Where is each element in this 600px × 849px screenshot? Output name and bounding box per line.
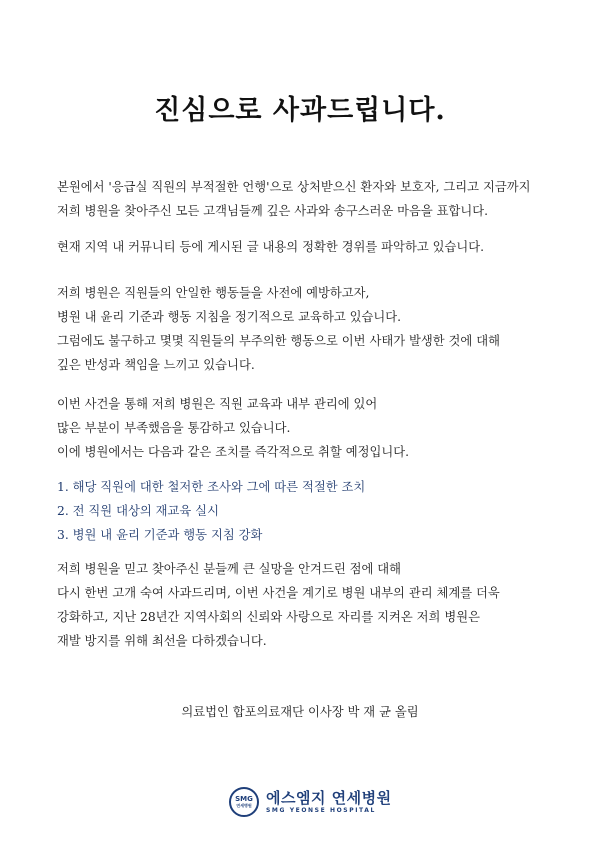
hospital-emblem-icon (229, 787, 259, 817)
text-line: 저희 병원을 찾아주신 모든 고객님들께 깊은 사과와 송구스러운 마음을 표합니다. (57, 204, 489, 218)
text-line: 이에 병원에서는 다음과 같은 조치를 즉각적으로 취할 예정입니다. (57, 445, 409, 459)
logo-wordmark (266, 790, 392, 815)
emblem-top-text: SMG (235, 795, 253, 803)
text-line: 그럼에도 불구하고 몇몇 직원들의 부주의한 행동으로 이번 사태가 발생한 것에 대해 (57, 334, 500, 348)
text-line: 강화하고, 지난 28년간 지역사회의 신뢰와 사랑으로 자리를 지켜온 저희 병원은 (57, 610, 480, 624)
hospital-name-english: SMG YEONSE HOSPITAL (266, 806, 376, 814)
text-line: 현재 지역 내 커뮤니티 등에 게시된 글 내용의 정확한 경위를 파악하고 있습니다. (57, 240, 485, 254)
measure-item: 1. 해당 직원에 대한 철저한 조사와 그에 따른 적절한 조치 (57, 480, 366, 494)
text-line: 저희 병원은 직원들의 안일한 행동들을 사전에 예방하고자, (57, 286, 370, 300)
signature: 의료법인 합포의료재단 이사장 박 재 균 올림 (181, 705, 419, 719)
emblem-bottom-text: 연세병원 (236, 803, 252, 808)
text-line: 많은 부분이 부족했음을 통감하고 있습니다. (57, 421, 291, 435)
text-line: 재발 방지를 위해 최선을 다하겠습니다. (57, 634, 267, 648)
measure-item: 2. 전 직원 대상의 재교육 실시 (57, 504, 219, 518)
hospital-name-korean: 에스엠지 연세병원 (266, 788, 392, 807)
hospital-logo (229, 787, 392, 817)
text-line: 깊은 반성과 책임을 느끼고 있습니다. (57, 358, 255, 372)
page-title: 진심으로 사과드립니다. (154, 95, 446, 126)
text-line: 이번 사건을 통해 저희 병원은 직원 교육과 내부 관리에 있어 (57, 397, 378, 411)
measure-item: 3. 병원 내 윤리 기준과 행동 지침 강화 (57, 528, 263, 542)
text-line: 본원에서 '응급실 직원의 부적절한 언행'으로 상처받으신 환자와 보호자, 그리고 지금까지 (57, 180, 531, 194)
text-line: 저희 병원을 믿고 찾아주신 분들께 큰 실망을 안겨드린 점에 대해 (57, 562, 402, 576)
text-line: 다시 한번 고개 숙여 사과드리며, 이번 사건을 계기로 병원 내부의 관리 체계를 더욱 (57, 586, 500, 600)
text-line: 병원 내 윤리 기준과 행동 지침을 정기적으로 교육하고 있습니다. (57, 310, 402, 324)
